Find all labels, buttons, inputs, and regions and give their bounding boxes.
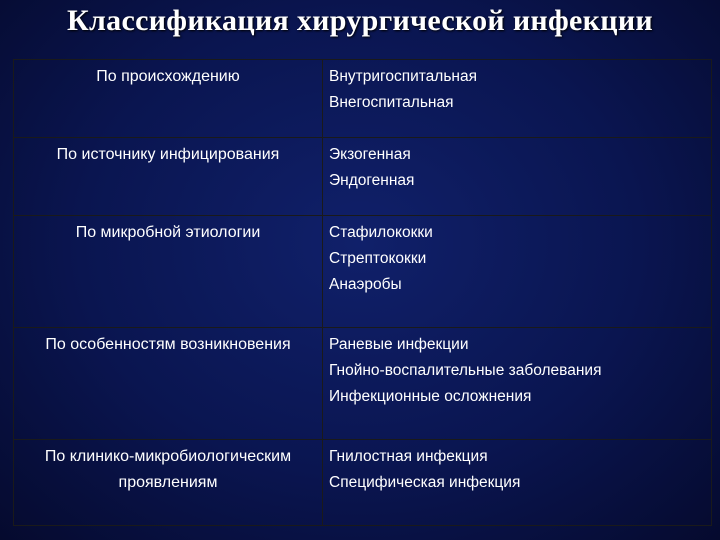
category-cell: По микробной этиологии [14,216,323,328]
value-item: Стрептококки [329,250,427,267]
values-cell [323,328,712,440]
slide-title: Классификация хирургической инфекции [66,4,653,37]
value-item: Стафилококки [329,224,433,241]
values-cell [323,216,712,328]
category-cell: По клинико-микробиологическим проявлениям [14,440,323,526]
value-item: Гнойно-воспалительные заболевания [329,362,602,379]
value-item: Гнилостная инфекция [329,448,488,465]
value-item: Внегоспитальная [329,94,454,111]
table-row [14,60,712,138]
values-cell [323,440,712,526]
value-item: Внутригоспитальная [329,68,477,85]
category-cell: По источнику инфицирования [14,138,323,216]
table-row [14,440,712,526]
category-cell: По особенностям возникновения [14,328,323,440]
value-item: Инфекционные осложнения [329,388,532,405]
value-item: Раневые инфекции [329,336,469,353]
value-item: Анаэробы [329,276,402,293]
values-cell [323,138,712,216]
value-item: Экзогенная [329,146,411,163]
table-row [14,216,712,328]
classification-table [13,59,712,526]
value-item: Специфическая инфекция [329,474,521,491]
table-row [14,138,712,216]
value-item: Эндогенная [329,172,415,189]
category-cell: По происхождению [14,60,323,138]
values-cell [323,60,712,138]
table-row [14,328,712,440]
